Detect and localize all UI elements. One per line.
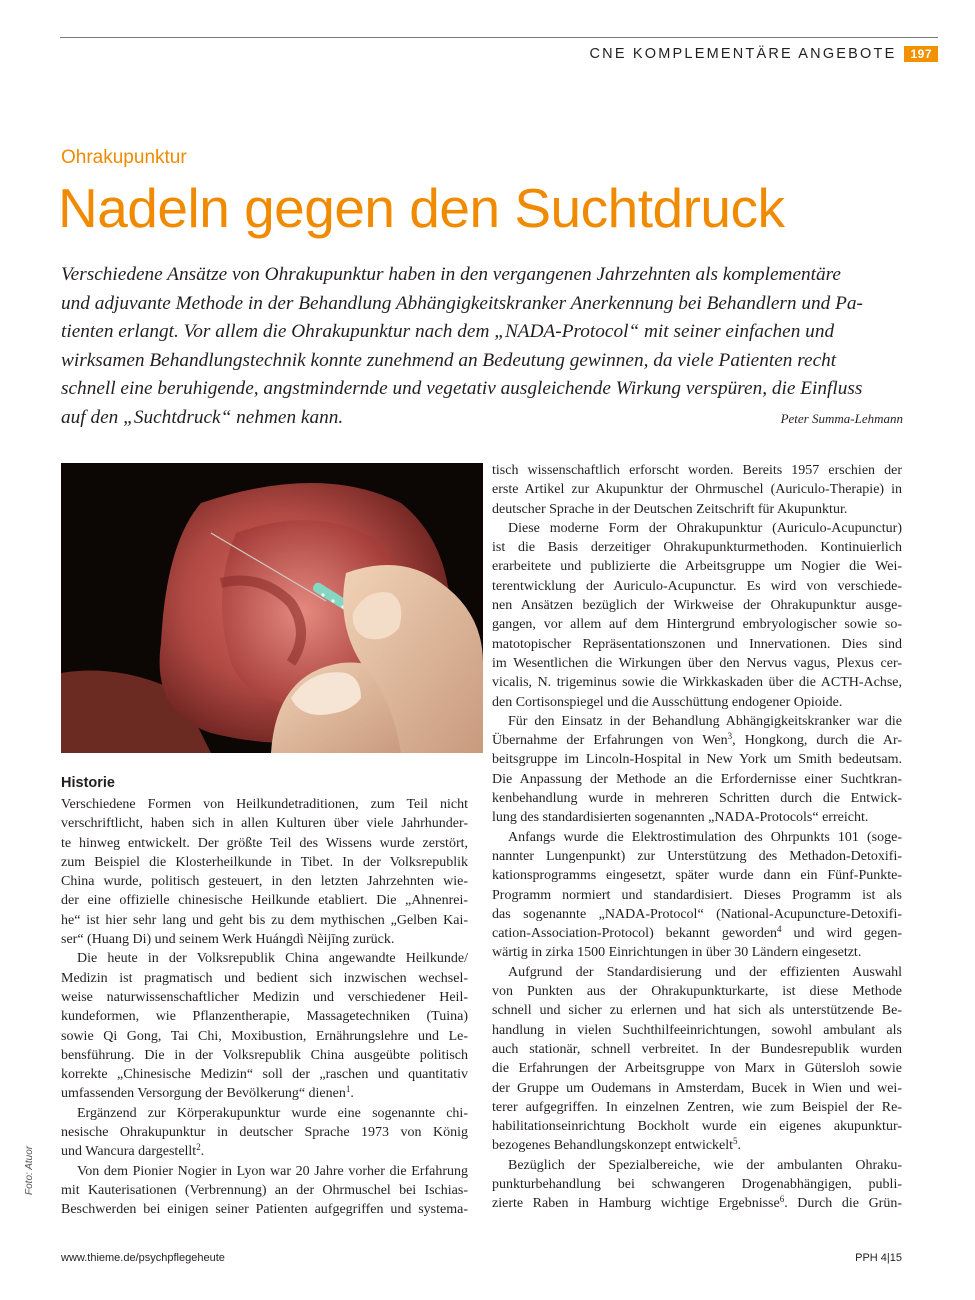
body-text-line (492, 924, 902, 943)
body-text-line (492, 1117, 902, 1136)
line-text: von Punkten aus der Ohrakupunkturkarte, ist diese Methode (492, 984, 902, 1000)
body-text-line (492, 1021, 902, 1040)
body-text-line (492, 963, 902, 982)
line-text-tail: . (737, 1138, 742, 1154)
line-text: Von dem Pionier Nogier in Lyon war 20 Jahre vorher die Erfahrung (77, 1163, 468, 1179)
body-text-line (492, 712, 902, 731)
body-text-line (492, 480, 902, 499)
line-text: ist die Basis derzeitiger Ohrakupunkturmethoden. Kontinuierlich (492, 540, 902, 556)
body-text-line (61, 872, 468, 891)
body-text-line (492, 635, 902, 654)
line-text: kundeformen, wie Pflanzentherapie, Massagetechniken (Tuina) (61, 1009, 468, 1025)
body-text-line (492, 770, 902, 789)
line-text: Die heute in der Volksrepublik China angewandte Heilkunde/ (77, 951, 468, 967)
body-text-line (61, 988, 468, 1007)
line-text: kenbehandlung wurde in mehreren Schritten durch die Entwick- (492, 791, 902, 807)
body-text-line (61, 1084, 468, 1103)
line-text: China wurde, politisch gesteuert, in den letzten Jahrzehnten wie- (61, 874, 468, 890)
body-text-line (61, 1142, 468, 1161)
body-text-line (61, 1181, 468, 1200)
footer-issue: PPH 4|15 (855, 1252, 902, 1264)
article-lead (61, 261, 903, 434)
body-text-line (492, 731, 902, 750)
line-text: kationsprogramms eingesetzt, später wurde dann ein Fünf-Punkte- (492, 868, 902, 884)
body-text-line (492, 905, 902, 924)
line-text: habilitationseinrichtung Bockholt wurde ein eigenes akupunktur- (492, 1119, 902, 1135)
line-text: deutscher Sprache in der Deutschen Zeitschrift für Akupunktur. (492, 501, 848, 517)
body-text-line (492, 557, 902, 576)
line-text: die Erfahrungen der Arbeitsgruppe von Marx in Gütersloh sowie (492, 1061, 902, 1077)
body-text-line (492, 1059, 902, 1078)
line-text: den Cortisonspiegel und die Ausschüttung endogener Opioide. (492, 694, 843, 710)
footnote-ref: 1 (345, 1084, 351, 1095)
body-text-line (492, 1079, 902, 1098)
line-text: Diese moderne Form der Ohrakupunktur (Auriculo-Acupunctur) (508, 520, 902, 536)
line-text: zum Beispiel die Klosterheilkunde in Tibet. In der Volksrepublik (61, 854, 468, 870)
body-text-line (492, 1136, 902, 1155)
body-text-line (492, 1156, 902, 1175)
body-text-line (61, 891, 468, 910)
body-text-line (492, 519, 902, 538)
line-text: tisch wissenschaftlich erforscht worden. Bereits 1957 erschien der (492, 463, 902, 478)
line-text-tail: , Hongkong, durch die Ar- (732, 733, 902, 749)
lead-last-line (61, 404, 903, 434)
line-text: Bezüglich der Spezialbereiche, wie der ambulanten Ohraku- (508, 1157, 902, 1173)
body-text-line (492, 886, 902, 905)
line-text: sowie Qi Gong, Tai Chi, Moxibustion, Ernährungslehre und Le- (61, 1028, 468, 1044)
photo-illustration (61, 463, 483, 753)
body-text-line (492, 828, 902, 847)
body-text-line (61, 930, 468, 949)
body-text-line (492, 673, 902, 692)
line-text: beitsgruppe im Lincoln-Hospital in New York um Smith bedeutsam. (492, 752, 902, 768)
line-text: erarbeitete und publizierte die Arbeitsgruppe um Nogier die Wei- (492, 559, 902, 575)
line-text: cation-Association-Protocol) bekannt geworden (492, 926, 778, 942)
line-text: das sogenannte „NADA-Protocol“ (National-Acupuncture-Detoxifi- (492, 906, 902, 922)
body-text-line (61, 1027, 468, 1046)
body-text-line (492, 1040, 902, 1059)
lead-line: und adjuvante Methode in der Behandlung Abhängigkeitskranker Anerkennung bei Behandlern und Pa- (61, 292, 863, 314)
body-text-line (492, 1001, 902, 1020)
body-text-line (61, 1007, 468, 1026)
lead-line: wirksamen Behandlungstechnik konnte zunehmend an Bedeutung gewinnen, da viele Patienten recht (61, 349, 837, 371)
line-text: bensführung. Die in der Volksrepublik China ausgeübte politisch (61, 1047, 468, 1063)
body-text-line (492, 500, 902, 519)
body-text-line (492, 750, 902, 769)
line-text: matotopischer Repräsentationszonen und Innervationen. Dies sind (492, 636, 902, 652)
line-text: Die Anpassung der Methode an die Erfordernisse einer Suchtkran- (492, 771, 902, 787)
body-text-line (61, 1162, 468, 1181)
body-text-line (492, 982, 902, 1001)
line-text: gangen, vor allem auf dem Hintergrund embryologischer sowie so- (492, 617, 902, 633)
lead-line: tienten erlangt. Vor allem die Ohrakupunktur nach dem „NADA-Protocol“ mit seiner einfachen und (61, 321, 835, 343)
body-text-line (492, 847, 902, 866)
line-text: zierte Raben in Hamburg wichtige Ergebnisse (492, 1196, 780, 1212)
line-text: bezogenes Behandlungskonzept entwickelt (492, 1138, 734, 1154)
line-text: handlung in vielen Suchthilfeeinrichtungen, sowohl ambulant als (492, 1022, 902, 1038)
body-text-line (61, 1046, 468, 1065)
line-text-tail: . Durch die Grün- (784, 1196, 902, 1212)
body-text-line (492, 693, 902, 712)
lead-line: schnell eine beruhigende, angstmindernde und vegetativ ausgleichende Wirkung verspüren, die Einfluss (61, 378, 863, 400)
body-text-line (492, 577, 902, 596)
body-text-line (492, 1194, 902, 1213)
line-text: Programm normiert und standardisiert. Dieses Programm ist als (492, 887, 902, 903)
body-text-line (61, 1104, 468, 1123)
line-text: der Gruppe um Oudemans in Amsterdam, Bucek in Wien und wei- (492, 1080, 902, 1096)
body-text-line (61, 1123, 468, 1142)
line-text: punkturbehandlung bei schwangeren Drogenabhängigen, publi- (492, 1176, 902, 1192)
right-text-column (492, 461, 902, 1214)
section-label: CNE KOMPLEMENTÄRE ANGEBOTE (589, 46, 897, 62)
footnote-ref: 2 (196, 1142, 201, 1153)
body-text-line (492, 654, 902, 673)
footer-url: www.thieme.de/psychpflegeheute (61, 1252, 225, 1264)
footnote-ref: 4 (777, 924, 782, 935)
line-text-tail: und wird gegen- (781, 926, 902, 942)
body-text-line (492, 538, 902, 557)
line-text: Für den Einsatz in der Behandlung Abhängigkeitskranker war die (508, 713, 902, 729)
page-number: 197 (904, 46, 938, 62)
ear-acupuncture-photo (61, 463, 483, 753)
body-text-line (61, 853, 468, 872)
line-text-tail: . (350, 1086, 354, 1102)
line-text: auch stationär, schnell verbreitet. In der Bundesrepublik wurden (492, 1041, 902, 1057)
footnote-ref: 5 (733, 1136, 738, 1147)
body-text-line (61, 814, 468, 833)
body-text-line (492, 461, 902, 480)
line-text: Aufgrund der Standardisierung und der effizienten Auswahl (508, 964, 902, 980)
body-text-line (492, 943, 902, 962)
line-text: Beschwerden bei einigen seiner Patienten aufgegriffen und systema- (61, 1202, 468, 1218)
body-text-line (492, 1098, 902, 1117)
line-text: im Wesentlichen die Wirkungen über den Nervus vagus, Plexus cer- (492, 655, 902, 671)
line-text: vicalis, N. trigeminus sowie die Wirkkaskaden über die ACTH-Achse, (492, 675, 902, 691)
line-text: Verschiedene Formen von Heilkundetraditionen, zum Teil nicht (61, 797, 468, 812)
line-text: Ergänzend zur Körperakupunktur wurde eine sogenannte chi- (77, 1105, 468, 1121)
line-text: der eine offizielle chinesische Heilkunde etabliert. Die „Ahnenrei- (61, 893, 468, 909)
lead-line: auf den „Suchtdruck“ nehmen kann. (61, 406, 344, 428)
line-text: nesische Ohrakupunktur in deutscher Sprache 1973 von König (61, 1125, 468, 1141)
line-text: Anfangs wurde die Elektrostimulation des Ohrpunkts 101 (soge- (508, 829, 902, 845)
body-text-line (61, 969, 468, 988)
body-text-line (492, 789, 902, 808)
author-byline: Peter Summa-Lehmann (780, 410, 903, 426)
body-text-line (61, 949, 468, 968)
line-text: erste Artikel zur Akupunktur der Ohrmuschel (Auriculo-Therapie) in (492, 482, 902, 498)
footnote-ref: 3 (727, 731, 733, 742)
line-text: lung des standardisierten sogenannten „NADA-Protocols“ erreicht. (492, 810, 869, 826)
header-rule (60, 37, 938, 38)
body-text-line (61, 911, 468, 930)
line-text: terer aufgegriffen. In einzelnen Zentren, wie zum Beispiel der Re- (492, 1099, 902, 1115)
line-text: te hinweg entwickelt. Der größte Teil des Wissens wurde zerstört, (61, 835, 468, 851)
body-text-line (61, 1200, 468, 1219)
body-text-line (492, 866, 902, 885)
body-text-line (61, 1065, 468, 1084)
body-text-line (492, 808, 902, 827)
line-text: nen Ansätzen bezüglich der Wirkweise der Ohrakupunktur ausge- (492, 598, 902, 614)
body-text-line (492, 596, 902, 615)
line-text: Übernahme der Erfahrungen von Wen (492, 733, 728, 749)
section-heading-historie: Historie (61, 775, 115, 791)
body-text-line (492, 615, 902, 634)
line-text: nannter Lungenpunkt) zur Unterstützung des Methadon-Detoxifi- (492, 848, 902, 864)
article-title: Nadeln gegen den Suchtdruck (58, 177, 785, 239)
article-kicker: Ohrakupunktur (61, 147, 187, 168)
line-text: wärtig in zirka 1500 Einrichtungen in über 30 Ländern eingesetzt. (492, 945, 862, 961)
footnote-ref: 6 (779, 1194, 785, 1205)
body-text-line (61, 795, 468, 814)
line-text: und Wancura dargestellt (61, 1144, 197, 1160)
body-text-line (61, 834, 468, 853)
line-text: Medizin ist pragmatisch und bedient sich inzwischen wechsel- (61, 970, 468, 986)
line-text: terentwicklung der Auriculo-Acupunctur. Es wird von verschiede- (492, 578, 902, 594)
photo-credit: Foto: Atuor (24, 1145, 35, 1195)
line-text: he“ ist hier sehr lang und geht bis zu dem mythischen „Gelben Kai- (61, 912, 468, 928)
line-text-tail: . (200, 1144, 205, 1160)
body-text-line (492, 1175, 902, 1194)
lead-line: Verschiedene Ansätze von Ohrakupunktur haben in den vergangenen Jahrzehnten als komplementäre (61, 264, 841, 285)
left-text-column (61, 795, 468, 1220)
line-text: ser“ (Huang Di) und seinem Werk Huángdì Nèijīng zurück. (61, 932, 395, 948)
line-text: schnell und sicher zu erlernen und hat sich als unterstützende Be- (492, 1003, 902, 1019)
running-header (589, 45, 938, 63)
line-text: mit Kauterisationen (Verbrennung) an der Ohrmuschel bei Ischias- (61, 1182, 468, 1198)
line-text: korrekte „Chinesische Medizin“ soll der „raschen und quantitativ (61, 1067, 468, 1083)
line-text: umfassenden Versorgung der Bevölkerung“ dienen (61, 1086, 346, 1102)
line-text: weise naturwissenschaftlicher Medizin und verschiedener Heil- (61, 989, 468, 1005)
line-text: verschriftlicht, haben sich in allen Kulturen über viele Jahrhunder- (61, 816, 468, 832)
